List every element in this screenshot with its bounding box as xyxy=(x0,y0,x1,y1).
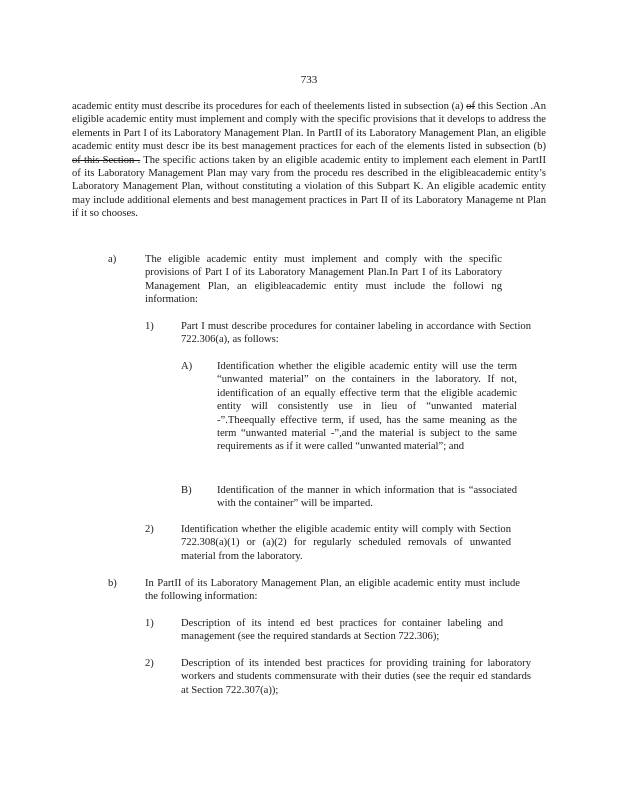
item-a2-label: 2) xyxy=(145,524,154,535)
item-a1A-text: Identification whether the eligible academic entity will use the term “unwanted material” on the containers in the laboratory. If not, identification of an equally effective term that the eligible academic entity will consistently use in lieu of “unwanted material -”.Theequally effective term, if used, has the same meaning as the term “unwanted material -”,and the material is subject to the same requirements as if it were called “unwanted material”; and xyxy=(217,361,517,453)
item-a-text: The eligible academic entity must implement and comply with the specific provisions of Part I of its Laboratory Management Plan.In Part I of its Laboratory Management Plan, an eligibleacademic entity must include the followi ng information: xyxy=(145,254,502,306)
intro-text-2: this Section .An eligible academic entity must implement and comply with the specific provisions that it develops to address the elements in Part I of its Laboratory Management Plan. In PartII of its Laboratory Management Plan, an eligible academic entity must descr ibe its best management practices for each of the elements listed in subsection (b) xyxy=(72,101,546,153)
intro-struck-text-1: of xyxy=(466,101,475,112)
item-b2-text: Description of its intended best practices for providing training for laboratory workers and students commensurate with their duties (see the requir ed standards at Section 722.307(a)); xyxy=(181,658,531,696)
intro-text-3: The specific actions taken by an eligible academic entity to implement each element in PartII of its Laboratory Management Plan may vary from the procedu res described in the eligibleacademic entity’s Laboratory Management Plan, without constituting a violation of this Subpart K. An eligible academic entity may include additional elements and best management practices in Part II of its Laboratory Manageme nt Plan if it so chooses. xyxy=(72,154,546,220)
item-a1-label: 1) xyxy=(145,321,154,332)
intro-struck-text-2: of this Section . xyxy=(72,154,141,166)
item-b-text: In PartII of its Laboratory Management Plan, an eligible academic entity must include the following information: xyxy=(145,578,520,603)
item-a1A-label: A) xyxy=(181,361,193,372)
intro-text-1: academic entity must describe its procedures for each of theelements listed in subsection (a) xyxy=(72,101,467,112)
page-number: 733 xyxy=(300,74,318,86)
item-b-label: b) xyxy=(108,578,117,589)
item-a2-text: Identification whether the eligible academic entity will comply with Section 722.308(a)(1) or (a)(2) for regularly scheduled removals of unwanted material from the laboratory. xyxy=(181,524,511,562)
item-b1-label: 1) xyxy=(145,618,154,629)
item-a-label: a) xyxy=(108,254,117,265)
intro-paragraph xyxy=(72,100,546,221)
item-a1B-label: B) xyxy=(181,485,192,496)
item-b1-text: Description of its intend ed best practices for container labeling and management (see the required standards at Section 722.306); xyxy=(181,618,503,643)
item-a1B-text: Identification of the manner in which information that is “associated with the container” will be imparted. xyxy=(217,485,517,510)
item-b2-label: 2) xyxy=(145,658,154,669)
item-a1-text: Part I must describe procedures for container labeling in accordance with Section 722.306(a), as follows: xyxy=(181,321,531,346)
